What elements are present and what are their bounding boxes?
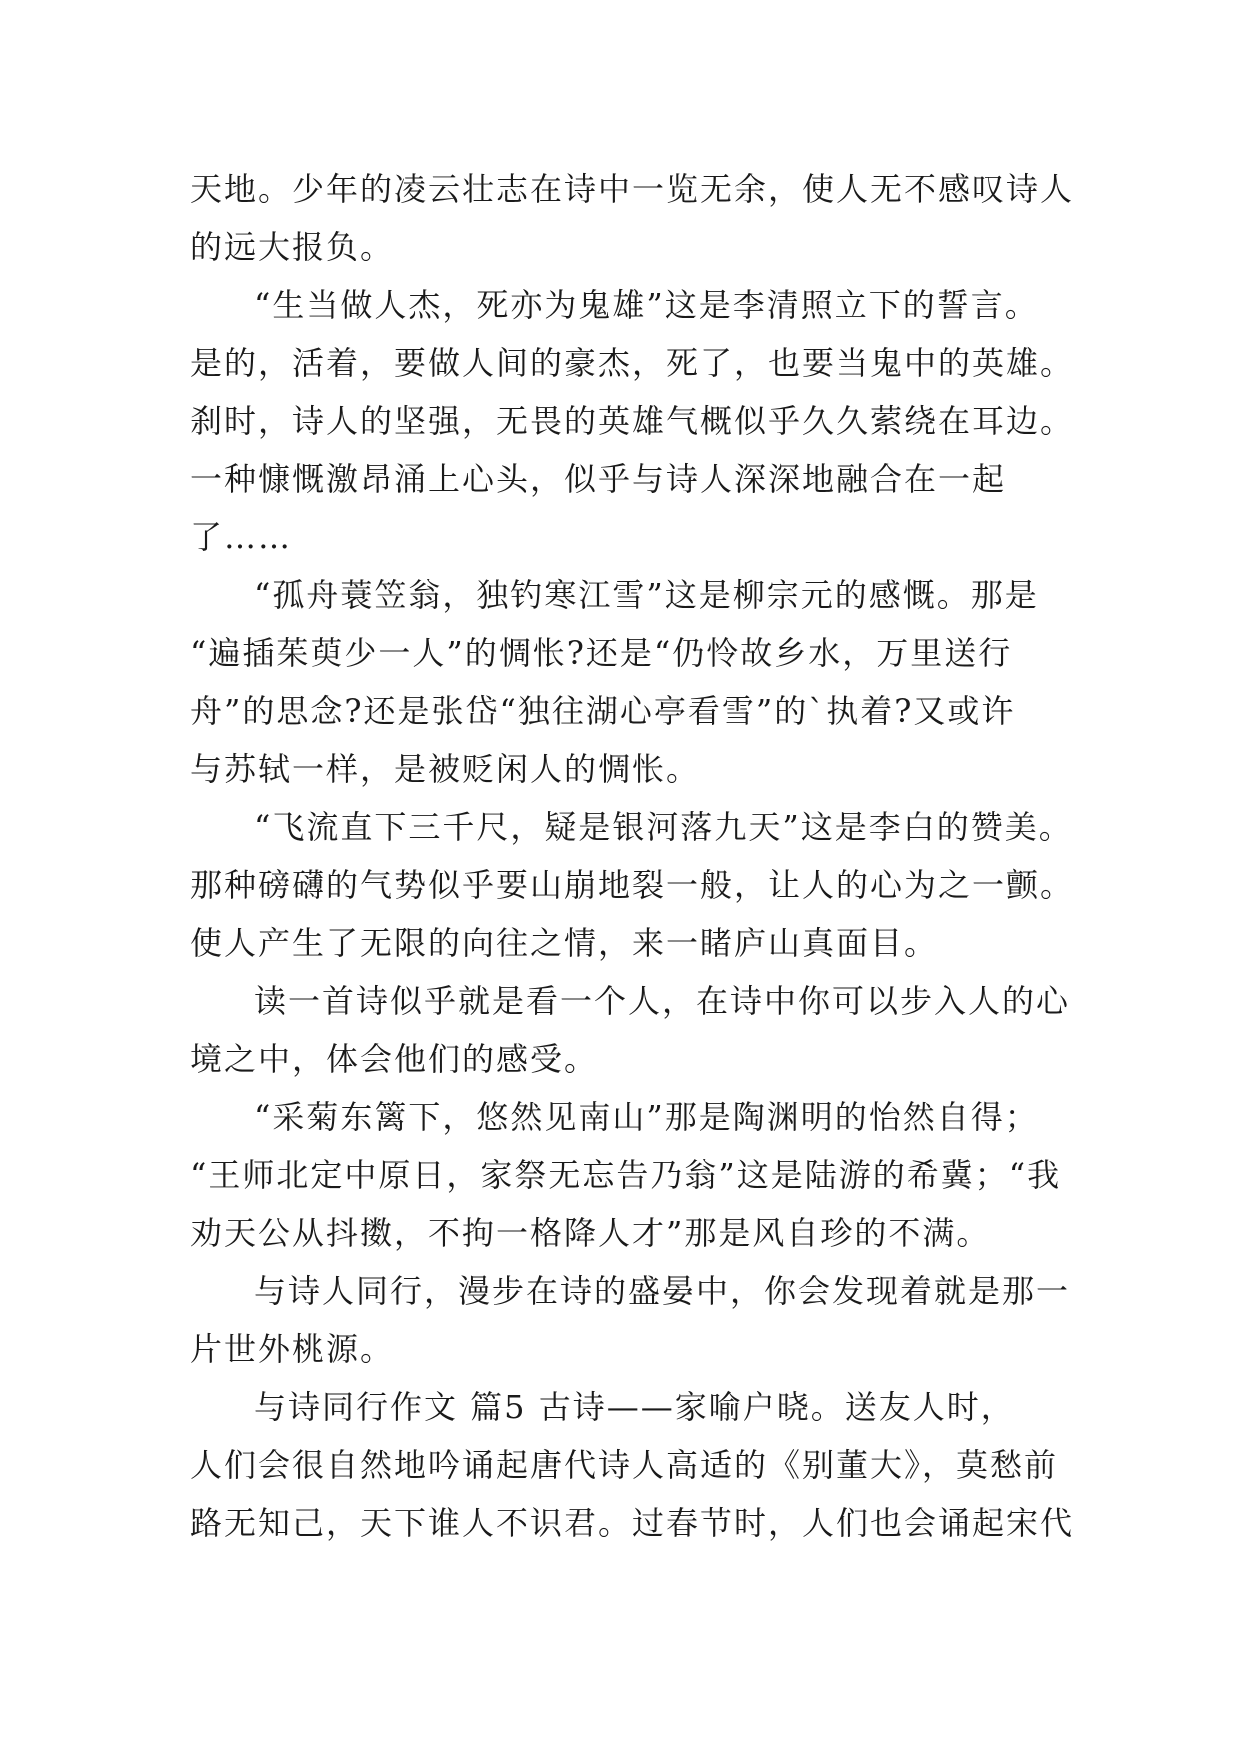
text-line: 片世外桃源。 <box>190 1330 395 1368</box>
text-line: “生当做人杰，死亦为鬼雄”这是李清照立下的誓言。 <box>254 286 1039 324</box>
text-line: 与诗同行作文 篇5 古诗——家喻户晓。送友人时， <box>254 1388 1015 1426</box>
text-line: 的远大报负。 <box>190 228 395 266</box>
text-line: 舟”的思念?还是张岱“独往湖心亭看雪”的`执着?又或许 <box>190 692 1016 730</box>
text-line: 劝天公从抖擞，不拘一格降人才”那是风自珍的不满。 <box>190 1214 991 1252</box>
text-line: 使人产生了无限的向往之情，来一睹庐山真面目。 <box>190 924 939 962</box>
text-line: 了…… <box>190 518 293 556</box>
text-line: 境之中，体会他们的感受。 <box>190 1040 599 1078</box>
text-line: 天地。少年的凌云壮志在诗中一览无余，使人无不感叹诗人 <box>190 170 1075 208</box>
text-line: “孤舟蓑笠翁，独钓寒江雪”这是柳宗元的感慨。那是 <box>254 576 1039 614</box>
text-line: 与苏轼一样，是被贬闲人的惆怅。 <box>190 750 701 788</box>
text-line: 与诗人同行，漫步在诗的盛晏中，你会发现着就是那一 <box>254 1272 1071 1310</box>
text-line: 人们会很自然地吟诵起唐代诗人高适的《别董大》，莫愁前 <box>190 1446 1059 1484</box>
text-line: 读一首诗似乎就是看一个人，在诗中你可以步入人的心 <box>254 982 1071 1020</box>
text-line: 是的，活着，要做人间的豪杰，死了，也要当鬼中的英雄。 <box>190 344 1075 382</box>
text-line: “飞流直下三千尺，疑是银河落九天”这是李白的赞美。 <box>254 808 1073 846</box>
text-line: 那种磅礴的气势似乎要山崩地裂一般，让人的心为之一颤。 <box>190 866 1075 904</box>
text-line: 刹时，诗人的坚强，无畏的英雄气概似乎久久萦绕在耳边。 <box>190 402 1075 440</box>
text-line: “遍插茱萸少一人”的惆怅?还是“仍怜故乡水，万里送行 <box>190 634 1013 672</box>
text-line: 一种慷慨激昂涌上心头，似乎与诗人深深地融合在一起 <box>190 460 1007 498</box>
text-line: 路无知己，天下谁人不识君。过春节时，人们也会诵起宋代 <box>190 1504 1075 1542</box>
body-text <box>190 160 1075 1552</box>
text-line: “王师北定中原日，家祭无忘告乃翁”这是陆游的希冀；“我 <box>190 1156 1062 1194</box>
text-line: “采菊东篱下，悠然见南山”那是陶渊明的怡然自得； <box>254 1098 1039 1136</box>
